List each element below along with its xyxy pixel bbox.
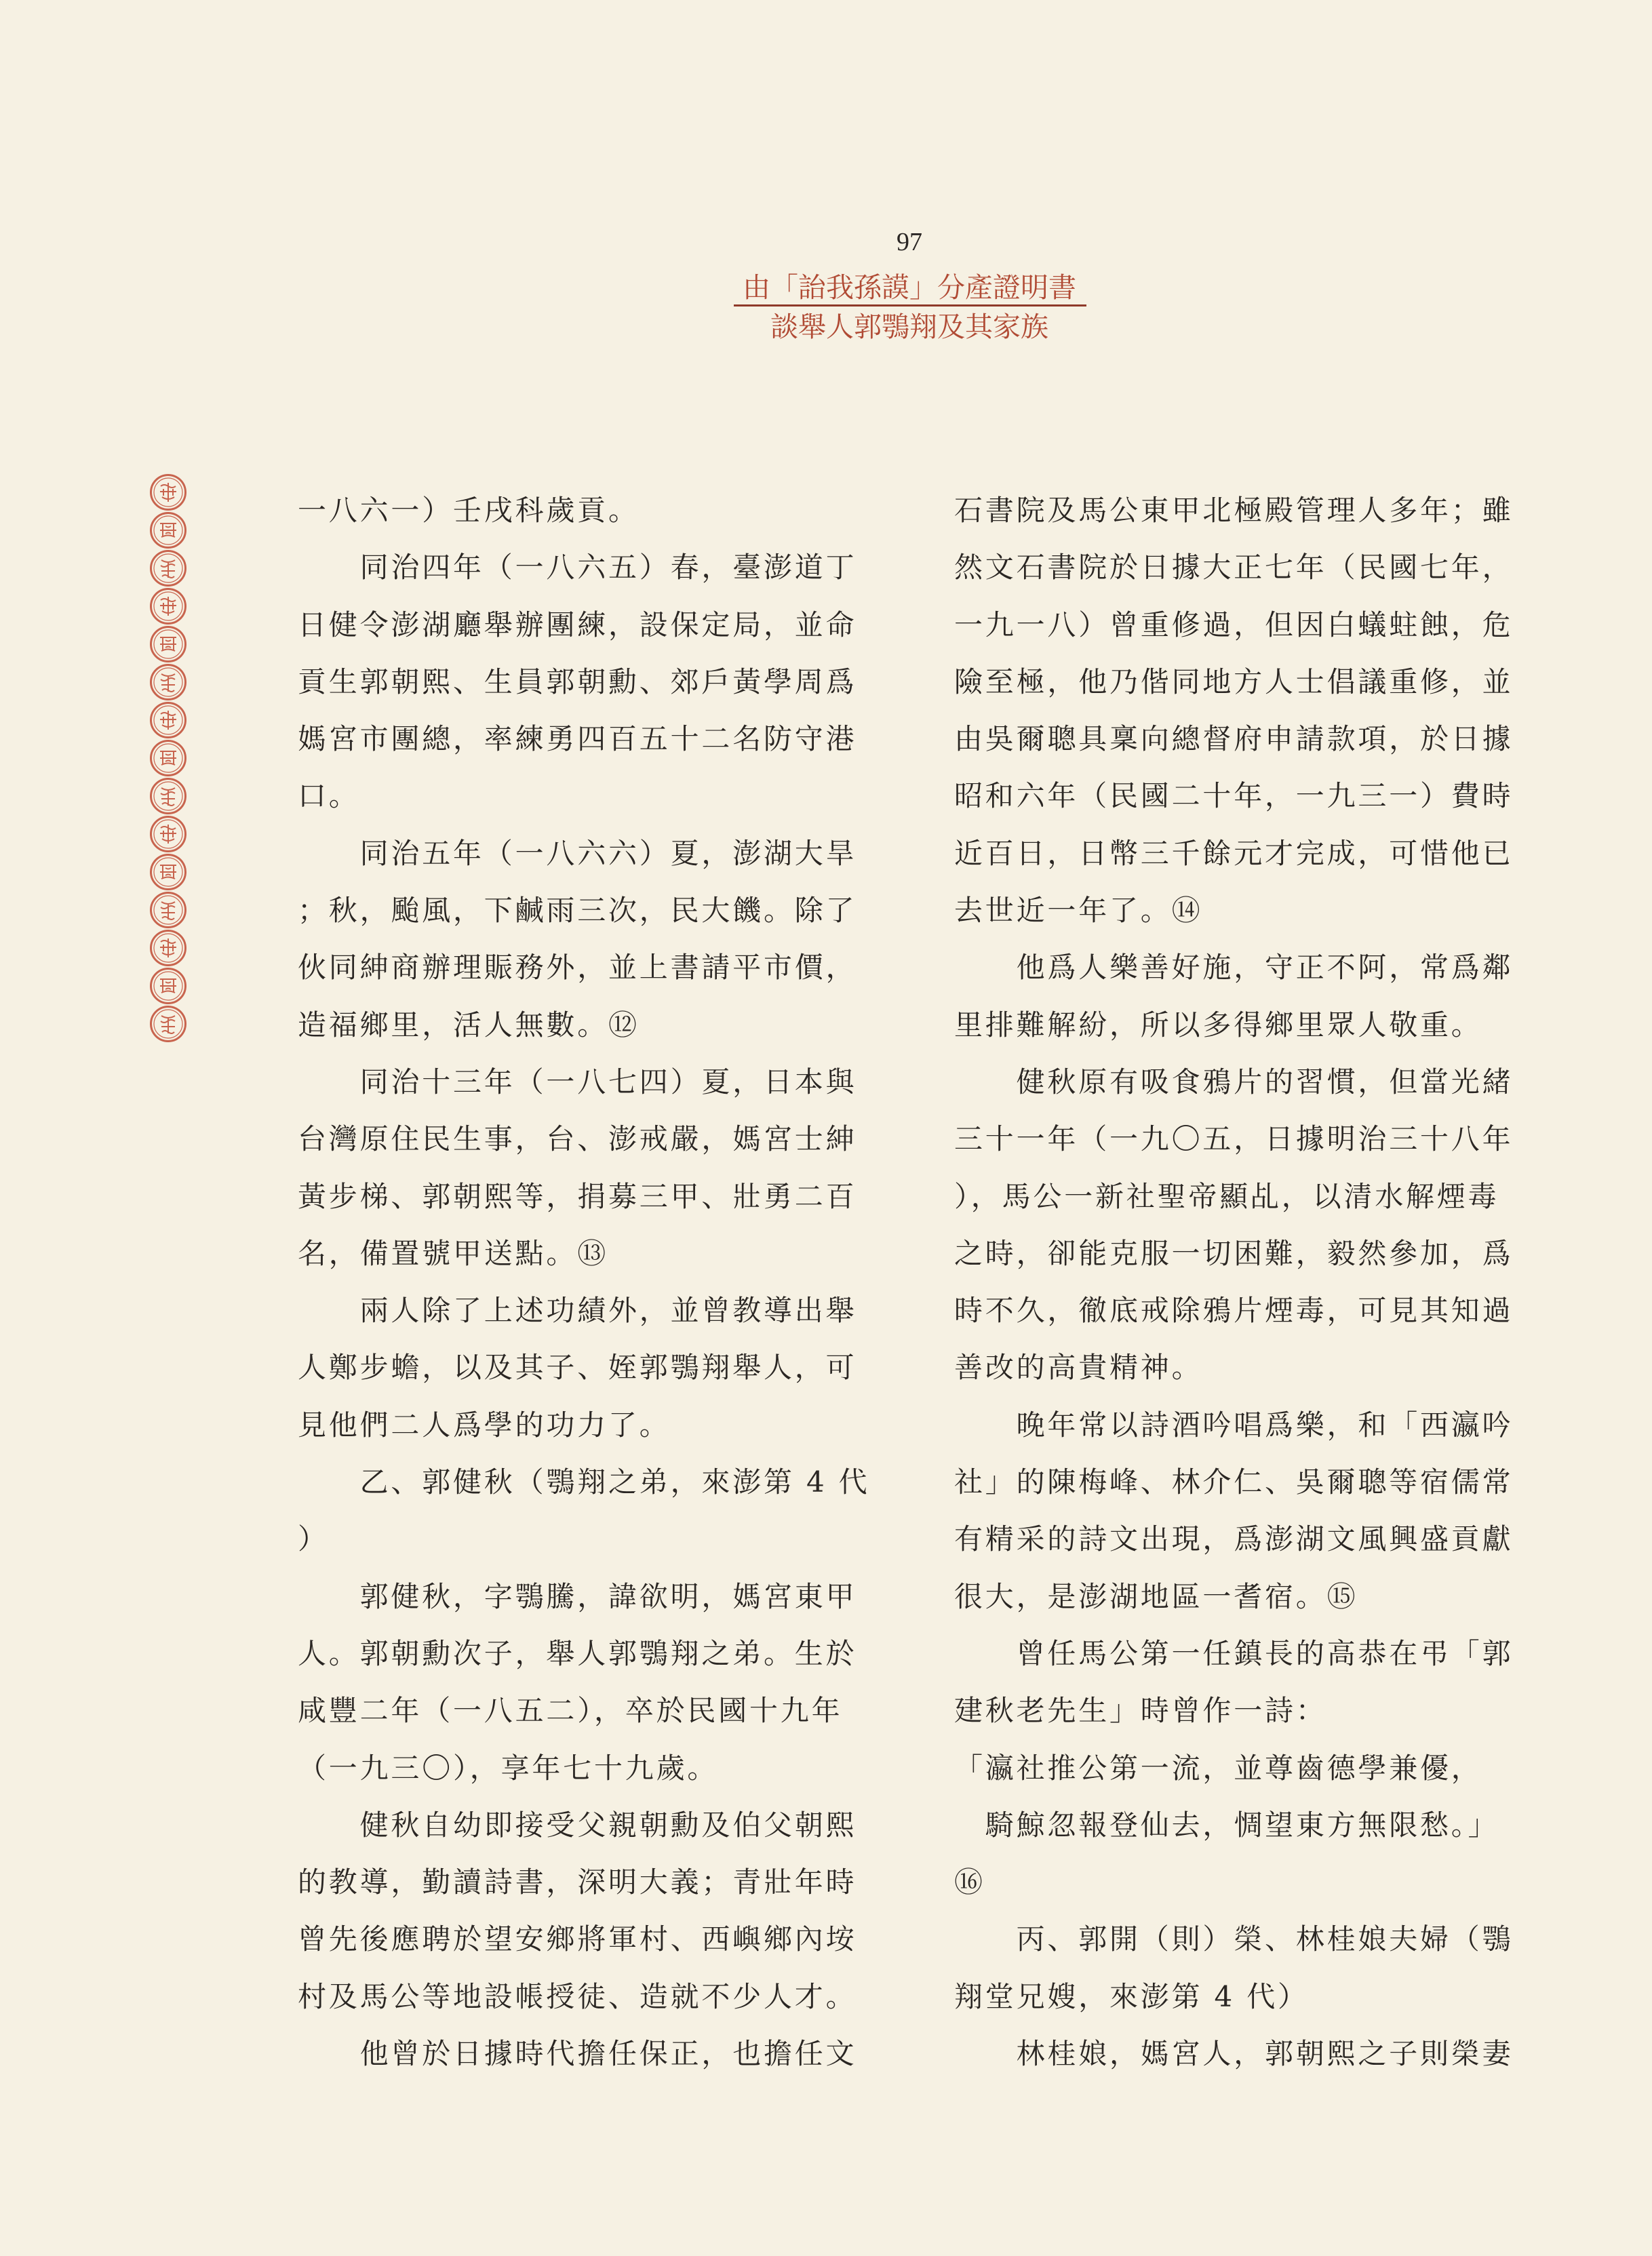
seal-stamp <box>151 855 186 890</box>
seal-stamp <box>151 741 186 776</box>
text-line: 翔堂兄嫂，來澎第 4 代） <box>954 1979 1309 2013</box>
text-line: 郭健秋，字鶚騰，諱欲明，媽宮東甲 <box>359 1579 857 1613</box>
text-line: 他曾於日據時代擔任保正，也擔任文 <box>359 2037 857 2071</box>
text-line: 伙同紳商辦理賑務外，並上書請平市價， <box>298 951 857 985</box>
text-line: 日健令澎湖廳舉辦團練，設保定局，並命 <box>298 608 857 641</box>
text-line: 很大，是澎湖地區一耆宿。⑮ <box>954 1579 1358 1613</box>
seal-stamp <box>151 893 186 928</box>
text-line: 昭和六年（民國二十年，一九三一）費時 <box>954 779 1514 813</box>
text-line: 人鄭步蟾，以及其子、姪郭鶚翔舉人，可 <box>298 1351 857 1385</box>
chapter-title: 由「詒我孫謨」分產證明書 <box>743 271 1076 304</box>
text-line: 建秋老先生」時曾作一詩： <box>954 1694 1327 1728</box>
seal-column <box>146 473 190 1050</box>
text-line: 近百日，日幣三千餘元才完成，可惜他已 <box>954 836 1514 870</box>
text-line: 健秋自幼即接受父親朝勳及伯父朝熙 <box>359 1808 857 1842</box>
text-line: 林桂娘，媽宮人，郭朝熙之子則榮妻 <box>1016 2037 1514 2071</box>
text-line: 咸豐二年（一八五二），卒於民國十九年 <box>298 1694 843 1728</box>
text-line: （一九三〇），享年七十九歲。 <box>298 1751 719 1785</box>
text-line: 三十一年（一九〇五，日據明治三十八年 <box>954 1122 1514 1156</box>
text-line: 同治五年（一八六六）夏，澎湖大旱 <box>359 836 857 870</box>
text-line: 時不久，徹底戒除鴉片煙毒，可見其知過 <box>954 1294 1514 1328</box>
text-line: 丙、郭開（則）榮、林桂娘夫婦（鶚 <box>1016 1922 1514 1956</box>
text-line: 晚年常以詩酒吟唱爲樂，和「西瀛吟 <box>1016 1408 1514 1442</box>
seal-stamp <box>151 551 186 586</box>
text-line: 他爲人樂善好施，守正不阿，常爲鄰 <box>1016 951 1514 985</box>
text-line: 同治十三年（一八七四）夏，日本與 <box>359 1065 857 1099</box>
text-line: 人。郭朝勳次子，舉人郭鶚翔之弟。生於 <box>298 1636 857 1670</box>
text-line: 貢生郭朝熙、生員郭朝勳、郊戶黃學周爲 <box>298 665 857 698</box>
seal-stamp <box>151 1007 186 1042</box>
text-line: ），馬公一新社聖帝顯乩，以清水解煙毒 <box>954 1179 1499 1213</box>
seal-stamp <box>151 665 186 700</box>
text-line: 造福鄉里，活人無數。⑫ <box>298 1008 640 1042</box>
page-number: 97 <box>897 228 922 256</box>
seal-stamp <box>151 703 186 738</box>
text-line: 台灣原住民生事，台、澎戒嚴，媽宮士紳 <box>298 1122 857 1156</box>
seal-stamp <box>151 969 186 1004</box>
poem-line: 「瀛社推公第一流，並尊齒德學兼優， <box>954 1751 1482 1785</box>
seal-stamp <box>151 513 186 548</box>
text-line: ） <box>298 1522 329 1556</box>
text-line: 健秋原有吸食鴉片的習慣，但當光緒 <box>1016 1065 1514 1099</box>
text-line: 曾先後應聘於望安鄉將軍村、西嶼鄉內垵 <box>298 1922 857 1956</box>
text-line: 一九一八）曾重修過，但因白蟻蛀蝕，危 <box>954 608 1514 641</box>
text-line: 一八六一）壬戌科歲貢。 <box>298 494 640 527</box>
seal-stamp <box>151 589 186 624</box>
text-line: 由吳爾聰具稟向總督府申請款項，於日據 <box>954 722 1514 756</box>
text-line: 然文石書院於日據大正七年（民國七年， <box>954 551 1514 585</box>
poem-line: 騎鯨忽報登仙去，惆望東方無限愁。」 <box>985 1808 1499 1842</box>
text-line: 去世近一年了。⑭ <box>954 894 1203 928</box>
text-line: 曾任馬公第一任鎮長的高恭在弔「郭 <box>1016 1636 1514 1670</box>
title-underline <box>734 304 1086 306</box>
text-line: 有精采的詩文出現，爲澎湖文風興盛貢獻 <box>954 1522 1514 1556</box>
text-line: 名，備置號甲送點。⑬ <box>298 1236 609 1270</box>
text-line: 媽宮市團總，率練勇四百五十二名防守港 <box>298 722 857 756</box>
text-line: 險至極，他乃偕同地方人士倡議重修，並 <box>954 665 1514 698</box>
seal-stamp <box>151 817 186 852</box>
body-right-column <box>954 482 1537 2082</box>
text-line: 石書院及馬公東甲北極殿管理人多年；雖 <box>954 494 1514 527</box>
text-line: 見他們二人爲學的功力了。 <box>298 1408 671 1442</box>
body-left-column <box>298 482 881 2082</box>
text-line: 口。 <box>298 779 360 813</box>
text-line: 兩人除了上述功績外，並曾教導出舉 <box>359 1294 857 1328</box>
text-line: 之時，卻能克服一切困難，毅然參加，爲 <box>954 1236 1514 1270</box>
text-line: 社」的陳梅峰、林介仁、吳爾聰等宿儒常 <box>954 1465 1514 1499</box>
text-line: 的教導，勤讀詩書，深明大義；青壯年時 <box>298 1865 857 1899</box>
text-line: 同治四年（一八六五）春，臺澎道丁 <box>359 551 857 585</box>
seal-stamp <box>151 475 186 510</box>
seal-stamp <box>151 931 186 966</box>
seal-stamp <box>151 779 186 814</box>
text-line: ；秋，颱風，下鹹雨三次，民大饑。除了 <box>298 894 857 928</box>
text-line: 善改的高貴精神。 <box>954 1351 1203 1385</box>
chapter-subtitle: 談舉人郭鶚翔及其家族 <box>770 311 1048 343</box>
text-line: 乙、郭健秋（鶚翔之弟，來澎第 4 代 <box>359 1465 870 1499</box>
text-line: 黃步梯、郭朝熙等，捐募三甲、壯勇二百 <box>298 1179 857 1213</box>
text-line: 村及馬公等地設帳授徒、造就不少人才。 <box>298 1979 857 2013</box>
text-line: ⑯ <box>954 1865 985 1899</box>
text-line: 里排難解紛，所以多得鄉里眾人敬重。 <box>954 1008 1482 1042</box>
seal-stamp <box>151 627 186 662</box>
